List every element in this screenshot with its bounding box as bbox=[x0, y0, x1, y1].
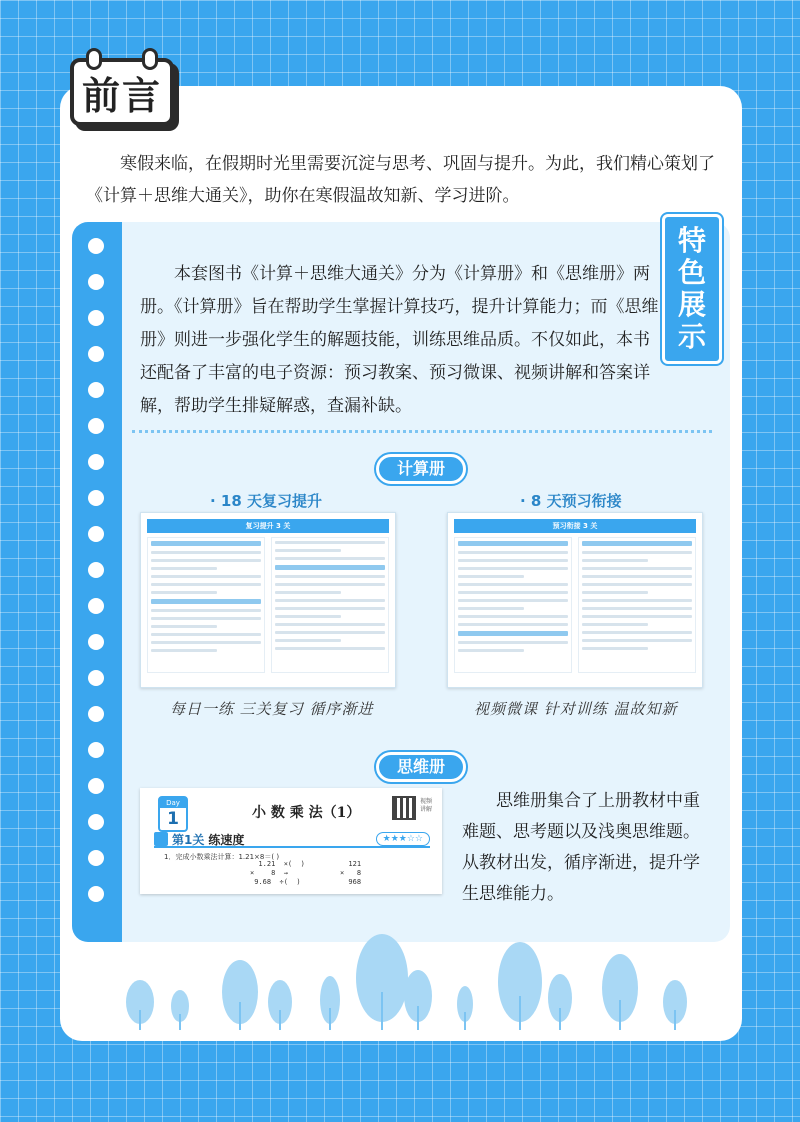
hole-icon bbox=[88, 490, 104, 506]
preview-header-text: 复习提升 3 关 bbox=[245, 522, 291, 530]
hole-icon bbox=[88, 274, 104, 290]
preview-pages bbox=[141, 533, 395, 677]
binder-rings bbox=[86, 48, 158, 70]
sample-question: 1．完成小数乘法计算：1.21×8＝( ) bbox=[164, 853, 280, 861]
calc-left-preview bbox=[140, 512, 396, 688]
level-icon bbox=[154, 832, 168, 846]
level-prefix: 第1关 bbox=[172, 832, 205, 847]
hole-icon bbox=[88, 418, 104, 434]
level-name: 练速度 bbox=[208, 832, 245, 847]
preview-pages bbox=[448, 533, 702, 677]
preview-header bbox=[147, 519, 389, 533]
preview-page bbox=[271, 537, 389, 673]
hole-icon bbox=[88, 670, 104, 686]
feature-tab bbox=[662, 214, 722, 364]
page-title-tag bbox=[70, 58, 174, 126]
hole-icon bbox=[88, 454, 104, 470]
calc-right-subtitle: · 8 天预习衔接 bbox=[520, 492, 622, 510]
calc-right-caption: 视频微课 针对训练 温故知新 bbox=[474, 700, 678, 718]
hole-icon bbox=[88, 814, 104, 830]
hole-icon bbox=[88, 742, 104, 758]
intro-paragraph: 寒假来临，在假期时光里需要沉淀与思考、巩固与提升。为此，我们精心策划了《计算＋思维大通关》，助你在寒假温故知新、学习进阶。 bbox=[86, 154, 715, 206]
feature-tab-char: 展 bbox=[677, 288, 706, 321]
qr-label: 视频讲解 bbox=[420, 798, 433, 813]
day-label: Day bbox=[160, 798, 186, 808]
feature-tab-char: 色 bbox=[677, 256, 706, 289]
ring-icon bbox=[142, 48, 158, 70]
hole-icon bbox=[88, 562, 104, 578]
hole-icon bbox=[88, 706, 104, 722]
hole-icon bbox=[88, 346, 104, 362]
dotted-divider bbox=[132, 430, 712, 433]
calc-left-subtitle: · 18 天复习提升 bbox=[210, 492, 323, 510]
calc-right-preview bbox=[447, 512, 703, 688]
page-title: 前言 bbox=[81, 73, 162, 118]
calc-left-caption: 每日一练 三关复习 循序渐进 bbox=[170, 700, 374, 718]
sample-title: 小 数 乘 法（1） bbox=[252, 805, 361, 821]
hole-icon bbox=[88, 382, 104, 398]
feature-tab-char: 特 bbox=[677, 224, 706, 257]
hole-icon bbox=[88, 778, 104, 794]
hole-icon bbox=[88, 310, 104, 326]
preview-page bbox=[454, 537, 572, 673]
tree-decoration bbox=[120, 930, 710, 1030]
sample-calc-left: 1.21 ×( ) × 8 → 9.68 ÷( ) bbox=[250, 860, 305, 886]
difficulty-stars: ★★★☆☆ bbox=[376, 832, 430, 846]
qr-code-icon bbox=[392, 796, 416, 820]
think-description: 思维册集合了上册教材中重难题、思考题以及浅奥思维题。从教材出发，循序渐进，提升学生思维能力。 bbox=[462, 791, 700, 904]
hole-icon bbox=[88, 886, 104, 902]
preview-header bbox=[454, 519, 696, 533]
hole-icon bbox=[88, 526, 104, 542]
sample-calc-right: 121 × 8 968 bbox=[340, 860, 362, 886]
feature-tab-char: 示 bbox=[677, 320, 706, 353]
hole-icon bbox=[88, 634, 104, 650]
hole-icon bbox=[88, 598, 104, 614]
feature-description: 本套图书《计算＋思维大通关》分为《计算册》和《思维册》两册。《计算册》旨在帮助学生掌握计算技巧，提升计算能力；而《思维册》则进一步强化学生的解题技能，训练思维品质。不仅如此，本书还配备了丰富的电子资源：预习教案、预习微课、视频讲解和答案详解，帮助学生排疑解惑，查漏补缺。 bbox=[140, 264, 659, 416]
preview-page bbox=[578, 537, 696, 673]
calc-book-label: 计算册 bbox=[376, 454, 466, 484]
level-bar bbox=[154, 832, 430, 848]
day-badge bbox=[158, 796, 188, 832]
think-book-label: 思维册 bbox=[376, 752, 466, 782]
hole-icon bbox=[88, 238, 104, 254]
think-sample-preview bbox=[140, 788, 442, 894]
day-number: 1 bbox=[167, 809, 179, 829]
binder-strip bbox=[72, 222, 122, 942]
hole-icon bbox=[88, 850, 104, 866]
preview-header-text: 预习衔接 3 关 bbox=[552, 522, 598, 530]
preview-page bbox=[147, 537, 265, 673]
ring-icon bbox=[86, 48, 102, 70]
